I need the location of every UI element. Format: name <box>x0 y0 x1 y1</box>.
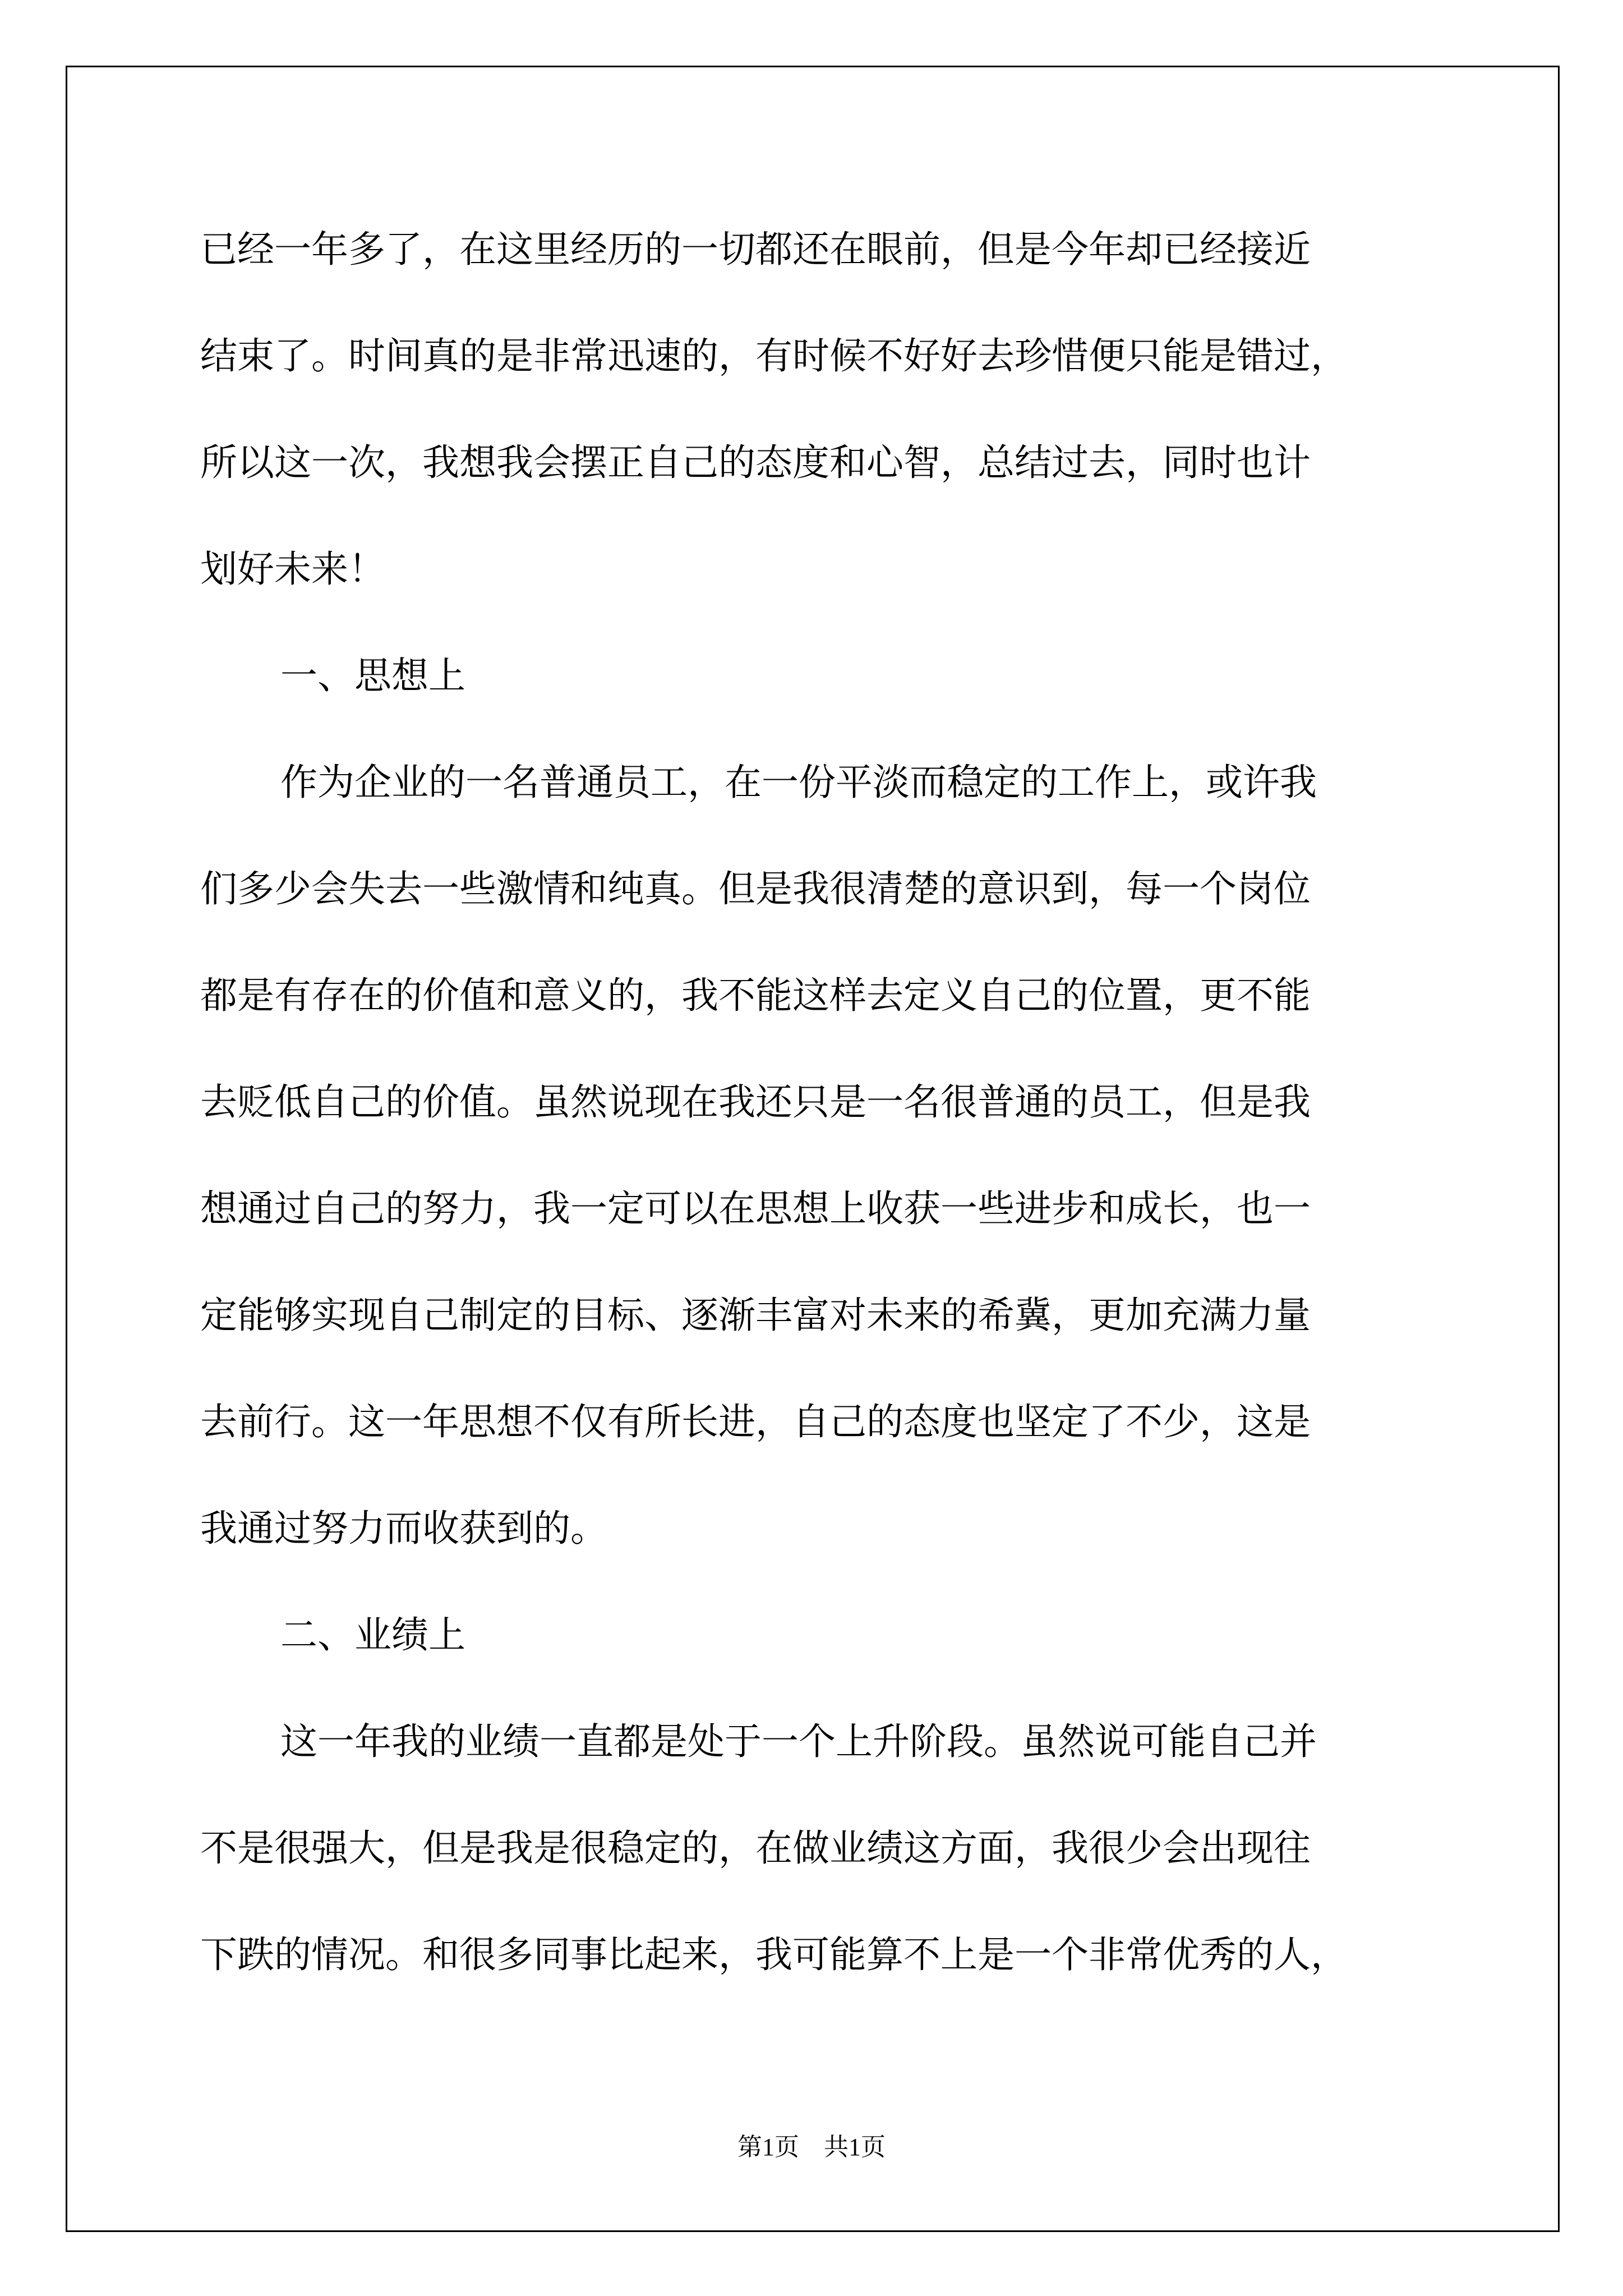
page-border <box>66 66 1560 2232</box>
paragraph-line: 下跌的情况。和很多同事比起来，我可能算不上是一个非常优秀的人， <box>200 1933 1348 1976</box>
paragraph-line: 们多少会失去一些激情和纯真。但是我很清楚的意识到，每一个岗位 <box>200 867 1311 910</box>
paragraph-line: 定能够实现自己制定的目标、逐渐丰富对未来的希冀，更加充满力量 <box>200 1294 1311 1337</box>
section-heading: 一、思想上 <box>280 654 465 697</box>
section-heading: 二、业绩上 <box>280 1613 465 1657</box>
paragraph-line: 都是有存在的价值和意义的，我不能这样去定义自己的位置，更不能 <box>200 974 1311 1017</box>
paragraph-line: 去贬低自己的价值。虽然说现在我还只是一名很普通的员工，但是我 <box>200 1080 1311 1124</box>
paragraph-line: 划好未来！ <box>200 547 385 591</box>
page-number: 第1页 共1页 <box>737 2133 886 2161</box>
paragraph-line: 去前行。这一年思想不仅有所长进，自己的态度也坚定了不少，这是 <box>200 1400 1311 1443</box>
paragraph-line: 作为企业的一名普通员工，在一份平淡而稳定的工作上，或许我 <box>280 761 1317 804</box>
paragraph-line: 已经一年多了，在这里经历的一切都还在眼前，但是今年却已经接近 <box>200 228 1311 271</box>
paragraph-line: 想通过自己的努力，我一定可以在思想上收获一些进步和成长，也一 <box>200 1187 1311 1230</box>
paragraph-line: 所以这一次，我想我会摆正自己的态度和心智，总结过去，同时也计 <box>200 441 1311 484</box>
paragraph-line: 不是很强大，但是我是很稳定的，在做业绩这方面，我很少会出现往 <box>200 1826 1311 1870</box>
paragraph-line: 我通过努力而收获到的。 <box>200 1507 607 1550</box>
paragraph-line: 这一年我的业绩一直都是处于一个上升阶段。虽然说可能自己并 <box>280 1720 1317 1763</box>
paragraph-line: 结束了。时间真的是非常迅速的，有时候不好好去珍惜便只能是错过， <box>200 334 1348 378</box>
